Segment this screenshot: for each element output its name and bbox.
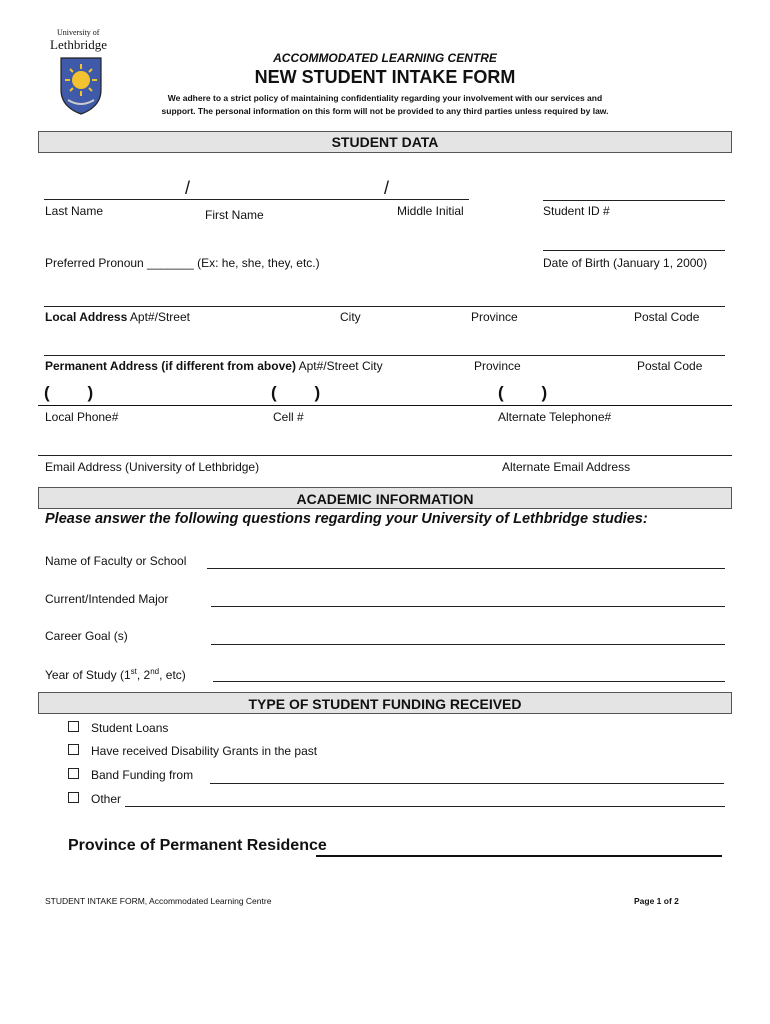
email-label: Email Address (University of Lethbridge) [45,460,260,474]
major-field-line[interactable] [211,606,725,607]
local-phone-area-code: ( ) [44,383,94,402]
student-loans-label: Student Loans [91,721,169,735]
student-loans-checkbox[interactable] [68,721,79,732]
province-label: Province [474,359,521,373]
dob-label: Date of Birth (January 1, 2000) [543,256,708,270]
year-of-study-label: Year of Study (1st, 2nd, etc) [45,667,186,682]
student-id-field-line[interactable] [543,200,725,201]
funding-heading: TYPE OF STUDENT FUNDING RECEIVED [38,692,732,714]
other-funding-checkbox[interactable] [68,792,79,803]
dob-field-line[interactable] [543,250,725,251]
academic-heading: ACADEMIC INFORMATION [38,487,732,509]
page-number: Page 1 of 2 [634,896,679,906]
name-slash: / [384,178,390,198]
last-name-label: Last Name [45,204,104,218]
other-funding-label: Other [91,792,122,806]
band-funding-checkbox[interactable] [68,768,79,779]
student-id-label: Student ID # [543,204,610,218]
first-name-label: First Name [205,208,264,222]
confidentiality-notice-2: support. The personal information on this form will not be provided to any third parties unless required by law. [161,106,609,116]
province-residence-label: Province of Permanent Residence [68,837,327,854]
alt-phone-area-code: ( ) [498,383,548,402]
confidentiality-notice-1: We adhere to a strict policy of maintaining confidentiality regarding your involvement with our services and [167,93,603,103]
cell-label: Cell # [273,410,304,424]
logo-text-line2: Lethbridge [50,37,108,52]
permanent-address-field-line[interactable] [44,355,725,356]
name-field-line[interactable] [44,199,469,200]
cell-area-code: ( ) [271,383,321,402]
city-label: City [340,310,361,324]
other-funding-field-line[interactable] [125,806,725,807]
alt-email-label: Alternate Email Address [502,460,631,474]
local-address-field-line[interactable] [44,306,725,307]
band-funding-field-line[interactable] [210,783,724,784]
alt-phone-label: Alternate Telephone# [498,410,612,424]
form-title: NEW STUDENT INTAKE FORM [254,67,516,87]
pronoun-label: Preferred Pronoun _______ (Ex: he, she, they, etc.) [45,256,320,270]
org-name: ACCOMMODATED LEARNING CENTRE [273,51,497,65]
student-data-heading: STUDENT DATA [38,131,732,153]
major-label: Current/Intended Major [45,592,169,606]
disability-grants-label: Have received Disability Grants in the past [91,744,318,758]
province-label: Province [471,310,518,324]
career-goal-label: Career Goal (s) [45,629,128,643]
phone-field-line[interactable] [38,405,732,406]
faculty-label: Name of Faculty or School [45,554,187,568]
postal-code-label: Postal Code [637,359,703,373]
year-of-study-field-line[interactable] [213,681,725,682]
email-field-line[interactable] [38,455,732,456]
middle-initial-label: Middle Initial [397,204,464,218]
faculty-field-line[interactable] [207,568,725,569]
academic-intro: Please answer the following questions regarding your University of Lethbridge studies: [45,511,648,527]
local-address-label: Local Address Apt#/Street [45,310,190,324]
local-phone-label: Local Phone# [45,410,119,424]
career-goal-field-line[interactable] [211,644,725,645]
logo-text-line1: University of [57,28,100,37]
postal-code-label: Postal Code [634,310,700,324]
name-slash: / [185,178,191,198]
disability-grants-checkbox[interactable] [68,744,79,755]
province-residence-field-line[interactable] [316,855,722,857]
band-funding-label: Band Funding from [91,768,194,782]
footer-form-name: STUDENT INTAKE FORM, Accommodated Learning Centre [45,896,272,906]
permanent-address-label: Permanent Address (if different from above) Apt#/Street City [45,359,383,373]
